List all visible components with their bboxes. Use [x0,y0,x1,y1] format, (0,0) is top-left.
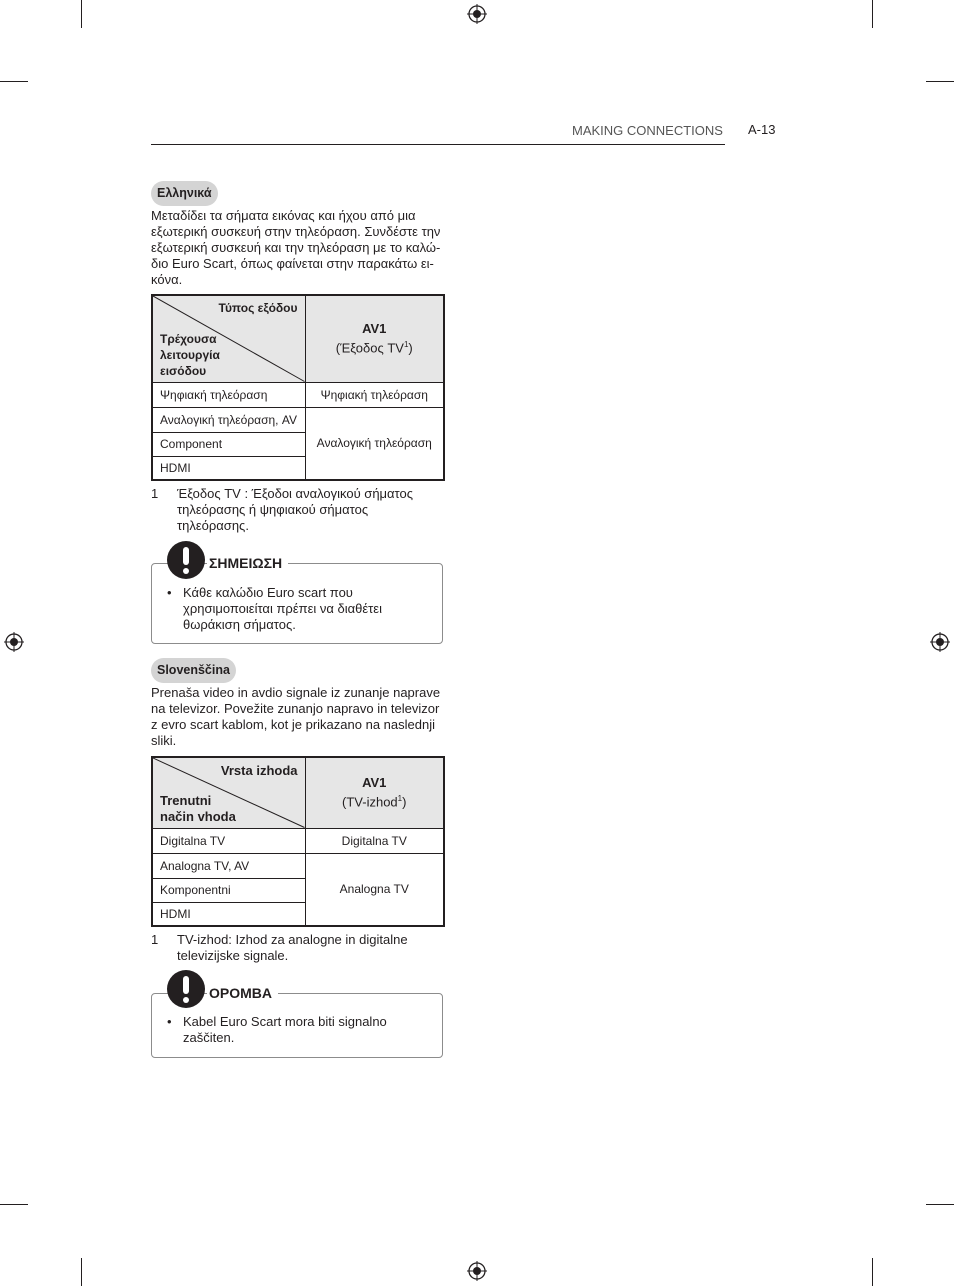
output-type-label: Τύπος εξόδου [218,301,298,315]
slovenian-connection-table [151,756,445,927]
crop-mark [81,1258,82,1286]
table-row: Αναλογική τηλεόραση, AV [152,407,305,432]
input-mode-label: Τρέχουσα λειτουργία εισόδου [160,331,220,378]
page-number: A-13 [748,122,776,137]
crop-mark [81,0,82,28]
av1-header: AV1 (Έξοδος $TV^1$) [305,295,444,382]
note-bullet: • [167,585,172,600]
table-diagonal-header [152,295,305,382]
language-badge-greek: Ελληνικά [151,181,218,206]
table-cell-output: Digitalna TV [305,828,444,853]
input-mode-label: Trenutni način vhoda [160,792,236,824]
crop-mark [926,1204,954,1205]
table-diagonal-header [152,757,305,828]
warning-exclamation-icon [167,970,205,1008]
footnote-number: 1 [151,932,159,947]
table-cell-output: Αναλογική τηλεόραση [305,407,444,480]
slovenian-note-text: Kabel Euro Scart mora biti signalno zaščiten. [183,1014,387,1045]
footnote-number: 1 [151,486,159,501]
header-rule [151,144,725,145]
greek-intro: Μεταδίδει τα σήματα εικόνας και ήχου από μια εξωτερική συσκευή στην τηλεόραση. Συνδέστε την εξωτερική συσκευή και την τηλεόραση με το καλώ- διο Euro Scart, όπως φαίνεται στην παρακάτω ει- κόνα. [151,208,441,287]
note-title: ΣΗΜΕΙΩΣΗ [207,555,288,571]
note-bullet: • [167,1014,172,1029]
registration-mark-icon [930,632,950,652]
table-row: Component [152,432,305,456]
table-row: HDMI [152,902,305,926]
greek-footnote: Έξοδος TV : Έξοδοι αναλογικού σήματος τηλεόρασης ή ψηφιακού σήματος τηλεόρασης. [177,486,413,533]
section-title: MAKING CONNECTIONS [572,123,723,138]
slovenian-footnote: TV-izhod: Izhod za analogne in digitalne televizijske signale. [177,932,408,963]
greek-note-text: Κάθε καλώδιο Euro scart που χρησιμοποιείται πρέπει να διαθέτει θωράκιση σήματος. [183,585,382,632]
table-row: Ψηφιακή τηλεόραση [152,382,305,407]
crop-mark [872,0,873,28]
greek-connection-table [151,294,445,481]
table-row: Digitalna TV [152,828,305,853]
crop-mark [0,1204,28,1205]
table-cell-output: Ψηφιακή τηλεόραση [305,382,444,407]
registration-mark-icon [467,4,487,24]
registration-mark-icon [467,1261,487,1281]
registration-mark-icon [4,632,24,652]
table-cell-output: Analogna TV [305,853,444,926]
crop-mark [872,1258,873,1286]
table-row: Analogna TV, AV [152,853,305,878]
output-type-label: Vrsta izhoda [220,763,298,778]
crop-mark [0,81,28,82]
note-title: OPOMBA [207,985,278,1001]
table-row: Komponentni [152,878,305,902]
language-badge-slovenian: Slovenščina [151,658,236,683]
warning-exclamation-icon [167,541,205,579]
crop-mark [926,81,954,82]
table-row: HDMI [152,456,305,480]
slovenian-intro: Prenaša video in avdio signale iz zunanje naprave na televizor. Povežite zunanjo napravo in televizor z evro scart kablom, kot je prikazano na naslednji sliki. [151,685,441,748]
av1-header: AV1 (TV-izhod$^1$) [305,757,444,828]
